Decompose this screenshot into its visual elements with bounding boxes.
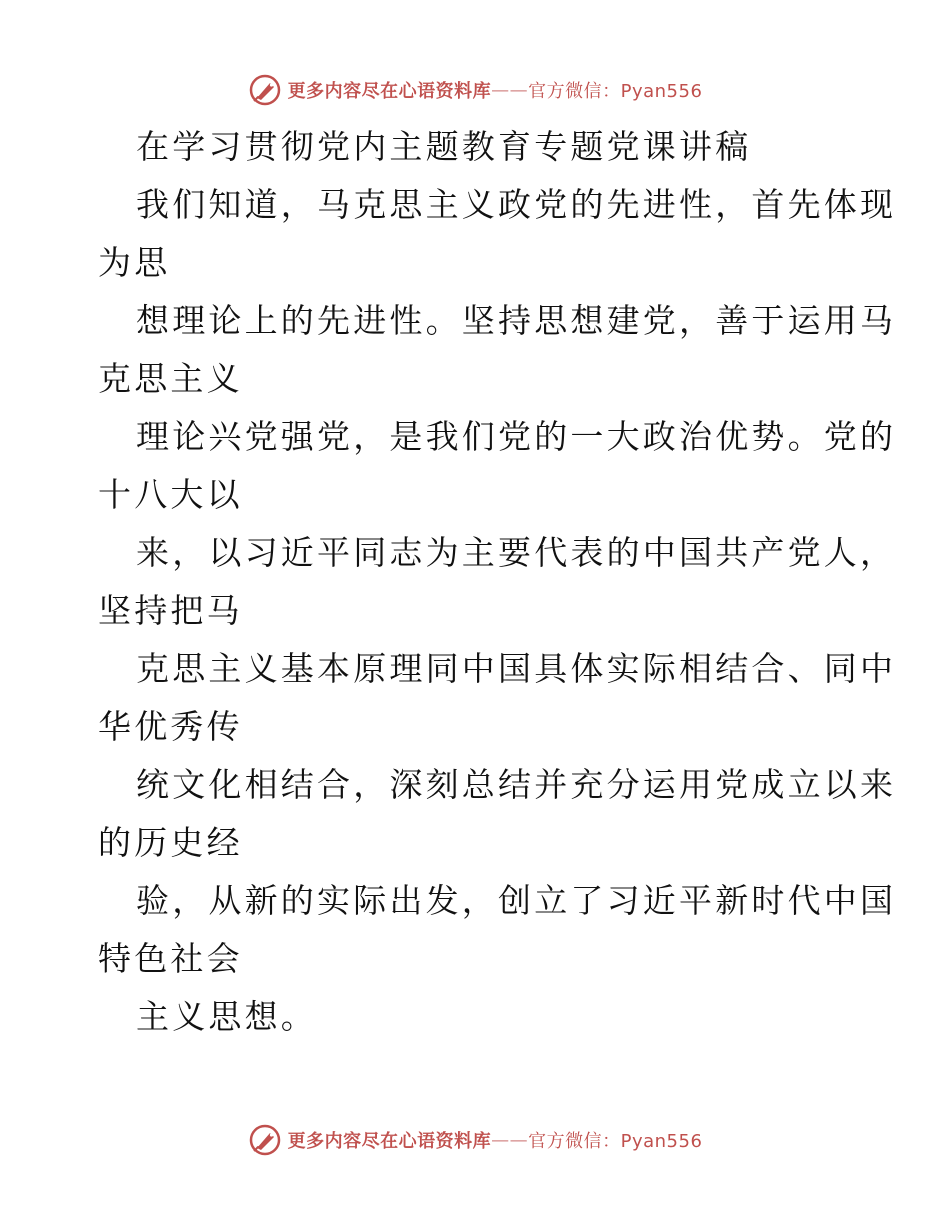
- text-line: 统文化相结合，深刻总结并充分运用党成立以来: [136, 765, 897, 804]
- text-line: 克思主义: [98, 359, 243, 398]
- text-line: 主义思想。: [136, 997, 317, 1036]
- banner-contact-text: 官方微信：Pyan556: [528, 81, 703, 102]
- text-line: 的历史经: [98, 823, 243, 862]
- text-line: 验，从新的实际出发，创立了习近平新时代中国: [136, 881, 897, 920]
- text-line: 华优秀传: [98, 707, 243, 746]
- text-line: 克思主义基本原理同中国具体实际相结合、同中: [136, 649, 897, 688]
- fountain-pen-logo-icon: [248, 1123, 282, 1157]
- text-line: 我们知道，马克思主义政党的先进性，首先体现: [136, 185, 897, 224]
- text-line: 理论兴党强党，是我们党的一大政治优势。党的: [136, 417, 897, 456]
- text-line: 坚持把马: [98, 591, 243, 630]
- banner-separator: ——: [491, 1129, 529, 1151]
- fountain-pen-logo-icon: [248, 73, 282, 107]
- text-line: 来，以习近平同志为主要代表的中国共产党人，: [136, 533, 897, 572]
- document-body: [98, 118, 897, 1046]
- text-line: 想理论上的先进性。坚持思想建党，善于运用马: [136, 301, 897, 340]
- header-watermark-banner: [0, 70, 950, 110]
- banner-brand-text: 更多内容尽在心语资料库: [287, 1131, 492, 1152]
- document-title: 在学习贯彻党内主题教育专题党课讲稿: [136, 127, 752, 166]
- text-line: 十八大以: [98, 475, 243, 514]
- text-line: 特色社会: [98, 939, 243, 978]
- banner-contact-text: 官方微信：Pyan556: [528, 1131, 703, 1152]
- text-line: 为思: [98, 243, 171, 282]
- banner-separator: ——: [491, 79, 529, 101]
- footer-watermark-banner: [0, 1120, 950, 1160]
- banner-brand-text: 更多内容尽在心语资料库: [287, 81, 492, 102]
